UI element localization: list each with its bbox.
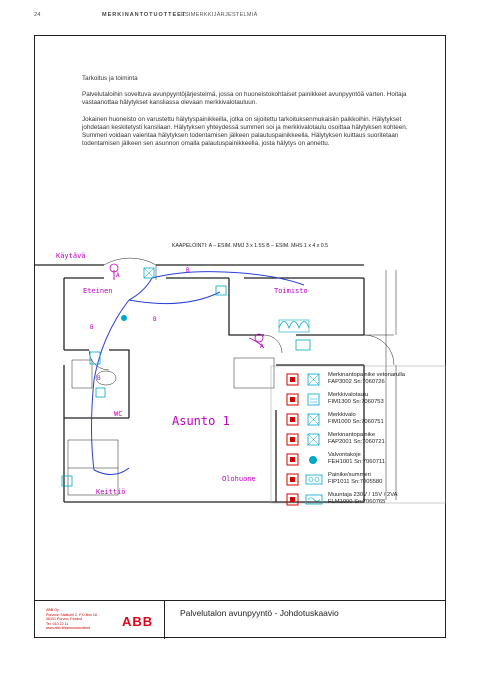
intro-text [82, 75, 412, 156]
address-line-1: Porvoon Sisäkohl 2, P.O.Box 18 [46, 612, 97, 617]
call-button-icon [286, 432, 326, 448]
legend-item [286, 392, 446, 412]
room-label-keittio: Keittiö [96, 488, 126, 496]
company-address [46, 608, 97, 631]
indicator-panel-icon [286, 392, 326, 408]
cable-label-b: B [97, 375, 101, 382]
button-buzzer-icon [286, 472, 326, 488]
legend-item [286, 492, 446, 512]
legend-item [286, 452, 446, 472]
cable-label-b: B [186, 267, 190, 274]
legend-code: FIM1000 Sn:7060751 [328, 419, 384, 425]
cabling-note: KAAPELOINTI: A – ESIM. MMJ 3 x 1.5S B – ESIM. MHS 1 x 4 x 0.5 [172, 243, 328, 249]
room-label-eteinen: Eteinen [83, 287, 113, 295]
cable-label-a: A [116, 272, 120, 279]
header-subtitle: ESIMERKKIJÄRJESTELMIÄ [181, 12, 258, 18]
room-label-olohuone: Olohuone [222, 475, 256, 483]
indicator-lamp-icon [286, 412, 326, 428]
intro-paragraph-1: Palvelutaloihin soveltuva avunpyyntöjärjestelmä, jossa on huoneistokohtaiset painikkeet avunpyyntöä varten. Hoitaja vastaanottaa hälytykset kansliassa olevaan merkkivalotauluun. [82, 91, 407, 107]
legend-item [286, 472, 446, 492]
room-label-toimisto: Toimisto [274, 287, 308, 295]
pull-cord-button-icon [286, 372, 326, 388]
legend-item [286, 412, 446, 432]
intro-heading: Tarkoitus ja toiminta [82, 75, 138, 82]
legend-item [286, 432, 446, 452]
cable-label-b: B [90, 324, 94, 331]
title-block [34, 600, 446, 639]
legend-name: Merkinantopainike vetonarulla [328, 372, 406, 378]
legend-code: FLM1000 Sn:7060765 [328, 499, 386, 505]
page-number: 24 [34, 12, 41, 18]
legend-name: Merkinantopainike [328, 432, 376, 438]
abb-logo: ABB [122, 614, 154, 629]
legend-code: FAP2001 Sn:7060721 [328, 439, 385, 445]
legend-code: FIP1011 Sn:7005580 [328, 479, 383, 485]
company-name: ABB Oy [46, 608, 59, 612]
cable-label-b: B [153, 316, 157, 323]
intro-paragraph-2: Jokainen huoneisto on varustettu hälytyspainikkeilla, jotka on sijoitettu tarkoituksenmukaisiin paikkoihin. Hälytykset johdetaan keskitetysti kansliaan. Hälytyksen yhteydessä summeri soi ja merkkivalotaulu osoittaa hälytyksen kohteen. Summeri voidaan vaientaa hälytyksen todentamisen jälkeen palautuspainikkeella. Hälytyksen kuittaus suoritetaan todentamisen jälkeen sen asunnon omalla palautuspainikkeella, josta hälytys on annettu. [82, 115, 408, 148]
address-line-2: 06101 Porvoo, Finland [46, 617, 83, 622]
room-label-kaytava: Käytävä [56, 252, 86, 260]
phone: Tel. 010 22 11 [46, 621, 69, 626]
room-label-wc: WC [114, 410, 123, 418]
title-divider [164, 601, 165, 639]
cable-label-a: A [260, 343, 264, 350]
website: www.abb.fi/asennustuotteet [46, 626, 90, 631]
room-label-asunto: Asunto 1 [172, 414, 230, 428]
legend-name: Merkkivalotaulu [328, 392, 369, 398]
legend-name: Valvontakoje [328, 452, 361, 458]
monitoring-socket-icon [286, 452, 326, 468]
legend-code: FAP3002 Sn:7060726 [328, 379, 385, 385]
legend-name: Merkkivalo [328, 412, 356, 418]
legend-item [286, 372, 446, 392]
drawing-title: Palvelutalon avunpyyntö - Johdotuskaavio [180, 608, 339, 618]
transformer-icon [286, 492, 326, 508]
legend-name: Painike/summeri [328, 472, 371, 478]
legend-code: FIM1300 Sn:7060753 [328, 399, 384, 405]
header-title: MERKINANTOTUOTTEET [102, 12, 187, 18]
legend-code: FEH1001 Sn:7060711 [328, 459, 385, 465]
legend-name: Muuntaja 230V / 15V / 2VA [328, 492, 398, 498]
